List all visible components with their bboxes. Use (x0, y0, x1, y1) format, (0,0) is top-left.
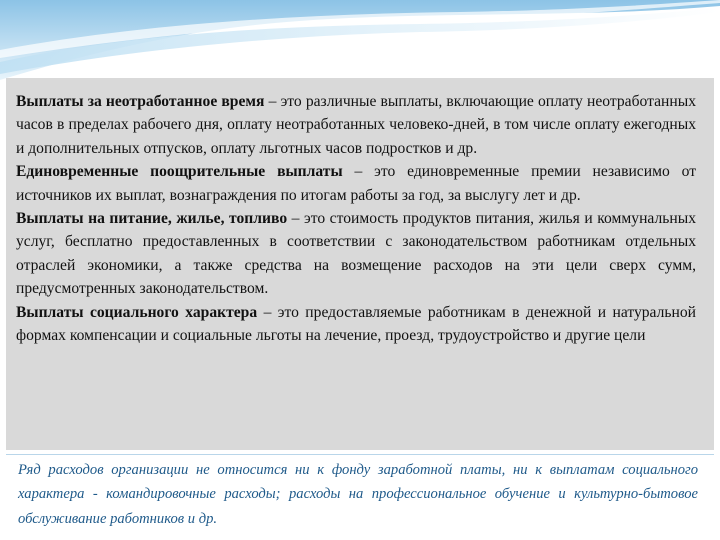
note-text (18, 458, 698, 531)
definitions-text (16, 90, 696, 347)
definition-paragraph (16, 207, 696, 301)
definition-text: – это единовременные премии независимо от источников их выплат, вознаграждения по итогам работы за год, за выслугу лет и др. (16, 163, 697, 204)
note-paragraph: Ряд расходов организации не относится ни к фонду заработной платы, ни к выплатам социального характера - командировочные расходы; расходы на профессиональное обучение и культурно-бытовое обслуживание работников и др. (18, 462, 698, 527)
definition-term: Единовременные поощрительные выплаты (16, 163, 343, 181)
definition-term: Выплаты на питание, жилье, топливо (16, 210, 288, 228)
definition-paragraph (16, 90, 696, 160)
definition-text: – это различные выплаты, включающие оплату неотработанных часов в пределах рабочего дня, оплату неотработанных человеко-дней, в том числе оплату ежегодных и дополнительных отпусков, оплату льготных часов подростков и др. (16, 93, 696, 157)
definition-term: Выплаты за неотработанное время (16, 93, 265, 110)
definition-term: Выплаты социального характера (16, 303, 258, 321)
definition-paragraph (16, 160, 696, 207)
definition-paragraph (16, 301, 696, 348)
definition-text: – это предоставляемые работникам в денежной и натуральной формах компенсации и социальные льготы на лечение, проезд, трудоустройство и другие цели (16, 303, 696, 345)
header-wave-decoration (0, 0, 720, 85)
definition-text: – это стоимость продуктов питания, жилья и коммунальных услуг, бесплатно предоставленных в соответствии с законодательством работникам отдельных отраслей экономики, а также средства на возмещение расходов на эти цели сверх сумм, предусмотренных законодательством. (16, 210, 696, 298)
